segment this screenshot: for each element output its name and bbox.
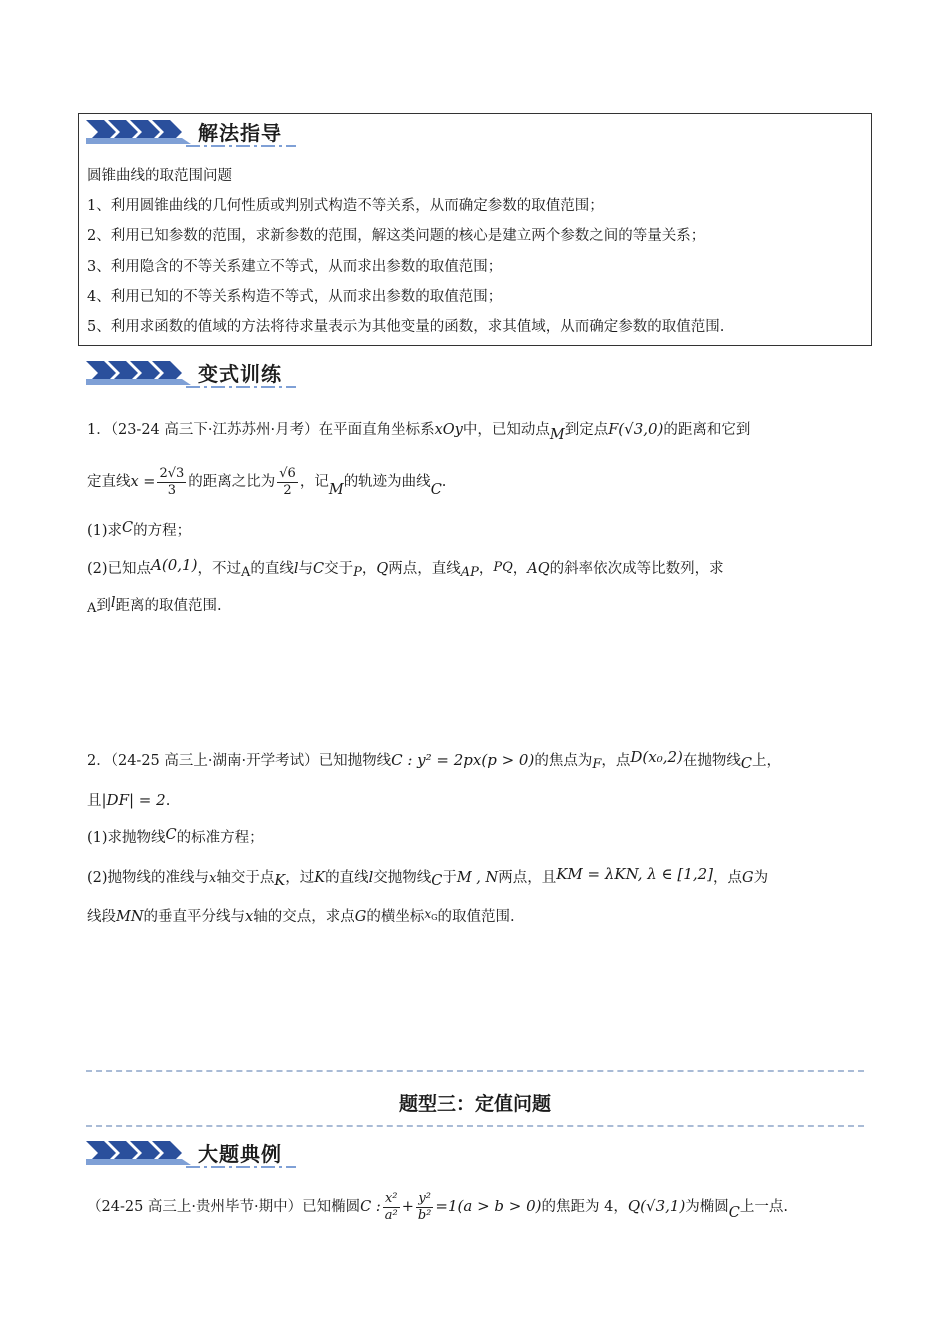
q1-part-1: (1)求C的方程； (87, 520, 192, 539)
fraction: $\frac{\text{x²}}{\text{a²}}$ (384, 1190, 398, 1223)
banner-practice (86, 357, 316, 391)
banner-title: 变式训练 (198, 362, 282, 386)
guide-item-5: 5、利用求函数的值域的方法将待求量表示为其他变量的函数，求其值域，从而确定参数的取值范围. (87, 319, 725, 335)
guide-item-2: 2、利用已知参数的范围，求新参数的范围，解这类问题的核心是建立两个参数之间的等量关系； (87, 228, 706, 244)
guide-item-3: 3、利用隐含的不等关系建立不等式，从而求出参数的取值范围； (87, 259, 503, 275)
example-line: （24-25 高三上·贵州毕节·期中）已知椭圆C : $\frac{\text{x²}}{\text{a²}}$ + $\frac{\text{y²}}{\text{b²}}$ =1(a > b > 0)的焦距为 4，Q(√3,1)为椭圆C上一点. (87, 1190, 789, 1223)
q1-line-1: 1．（23-24 高三下·江苏苏州·月考）在平面直角坐标系xOy中，已知动点M到定点F(√3,0)的距离和它到 (87, 420, 751, 443)
q1-line-2: 定直线x = $\frac{2√3}{3}$ 的距离之比为 $\frac{√6}{2}$ ，记M的轨迹为曲线C. (87, 465, 447, 498)
q2-line-1: 2．（24-25 高三上·湖南·开学考试）已知抛物线C : y² = 2px(p > 0)的焦点为F，点D(x₀,2)在抛物线C上， (87, 748, 781, 772)
section-divider-top (86, 1070, 864, 1072)
guide-heading: 圆锥曲线的取范围问题 (87, 168, 232, 184)
banner-example (86, 1137, 316, 1171)
q1-part-2: (2)已知点A(0,1)，不过A的直线l与C交于P，Q两点，直线AP，PQ，AQ的斜率依次成等比数列，求 (87, 556, 724, 580)
guide-item-1: 1、利用圆锥曲线的几何性质或判别式构造不等关系，从而确定参数的取值范围； (87, 198, 604, 214)
section-title: 题型三：定值问题 (398, 1093, 551, 1115)
q2-part-1: (1)求抛物线C的标准方程； (87, 827, 264, 846)
banner-title: 解法指导 (198, 121, 282, 145)
q1-part-2-cont: A到l距离的取值范围. (87, 595, 222, 616)
q2-part-2: (2)抛物线的准线与x轴交于点K，过K的直线l交抛物线C于M , N两点，且KM = λKN, λ ∈ [1,2]，点G为 (87, 865, 769, 889)
guide-item-4: 4、利用已知的不等关系构造不等式，从而求出参数的取值范围； (87, 289, 503, 305)
section-divider-bottom (86, 1125, 864, 1127)
banner-method-guide (86, 116, 316, 150)
banner-title: 大题典例 (198, 1142, 282, 1166)
fraction: $\frac{2√3}{3}$ (159, 465, 185, 498)
fraction: $\frac{\text{y²}}{\text{b²}}$ (417, 1190, 432, 1223)
q2-part-2-cont: 线段MN的垂直平分线与x轴的交点，求点G的横坐标$^x$G的取值范围. (87, 907, 515, 925)
q2-line-2: 且|DF| = 2. (87, 791, 171, 809)
fraction: $\frac{√6}{2}$ (279, 465, 296, 498)
